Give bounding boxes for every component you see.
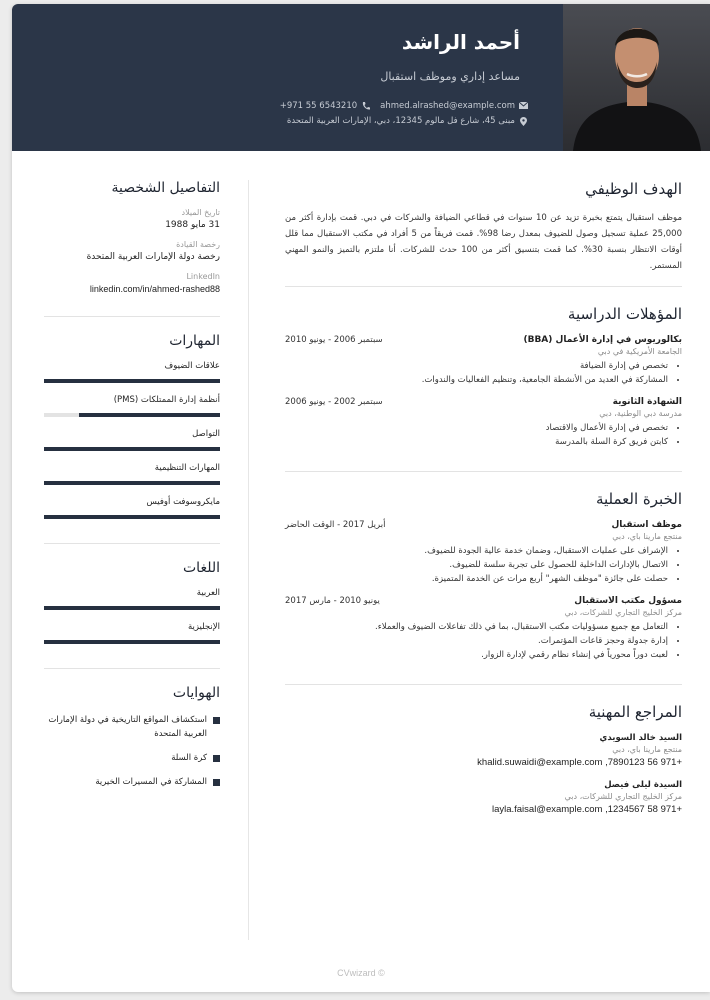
email-text: ahmed.alrashed@example.com [380, 101, 515, 111]
square-bullet-icon [213, 755, 220, 762]
contact-row [280, 101, 528, 111]
square-bullet-icon [213, 717, 220, 724]
degree-title: بكالوريوس في إدارة الأعمال (BBA) [523, 335, 682, 345]
skill-bar [44, 413, 220, 417]
main-column [285, 180, 682, 857]
license-value: رخصة دولة الإمارات العربية المتحدة [86, 252, 220, 262]
entry-bullet: • تخصص في إدارة الأعمال والاقتصاد [285, 421, 668, 435]
phone-icon [361, 102, 370, 111]
skills-section [44, 333, 220, 544]
language-bar-fill [44, 606, 220, 610]
experience-section [285, 490, 682, 685]
linkedin-label: LinkedIn [186, 272, 220, 281]
personal-section [44, 180, 220, 317]
footer-brand: CVwizard © [337, 968, 385, 978]
reference-contact[interactable]: +971 56 7890123, khalid.suwaidi@example.com [477, 757, 682, 768]
entry-bullet: • المشاركة في العديد من الأنشطة الجامعية، وتنظيم الفعاليات والندوات. [285, 373, 668, 387]
objective-section [285, 180, 682, 287]
language-bar [44, 640, 220, 644]
skill-bar [44, 447, 220, 451]
language-name: العربية [196, 588, 220, 598]
skill-item [44, 463, 220, 485]
entry-bullet: • تخصص في إدارة الضيافة [285, 359, 668, 373]
skill-item [44, 395, 220, 417]
profile-photo [563, 4, 710, 151]
school-name: الجامعة الأمريكية في دبي [597, 347, 682, 356]
license-label: رخصة القيادة [176, 240, 220, 249]
role-title: موظف استقبال [611, 520, 682, 530]
hobby-item [44, 751, 220, 765]
phone-text: +971 55 6543210 [279, 101, 358, 111]
skill-bar-fill [44, 447, 220, 451]
phone-item[interactable] [280, 101, 370, 111]
column-divider [248, 180, 249, 940]
references-section [285, 703, 682, 839]
skill-name: أنظمة إدارة الممتلكات (PMS) [113, 395, 220, 405]
reference-name: السيد خالد السويدي [599, 733, 682, 743]
hobbies-section [44, 685, 220, 811]
personal-title: التفاصيل الشخصية [111, 180, 220, 196]
hobby-text: المشاركة في المسيرات الخيرية [95, 777, 207, 787]
reference-entry [285, 780, 682, 815]
birth-value: 31 مايو 1988 [165, 220, 220, 230]
language-item [44, 622, 220, 644]
birth-label: تاريخ الميلاد [181, 208, 220, 217]
objective-title: الهدف الوظيفي [585, 180, 682, 198]
entry-bullet: • الإشراف على عمليات الاستقبال، وضمان خدمة عالية الجودة للضيوف. [285, 544, 668, 558]
envelope-icon [519, 102, 528, 111]
hobbies-title: الهوايات [172, 685, 220, 701]
hobby-text: كرة السلة [171, 753, 207, 763]
job-title: مساعد إداري وموظف استقبال [380, 70, 520, 83]
entry-dates: أبريل 2017 - الوقت الحاضر [285, 520, 386, 530]
email-item[interactable] [380, 101, 528, 111]
skill-name: التواصل [192, 429, 220, 439]
skill-item [44, 429, 220, 451]
entry-bullet: • كابتن فريق كرة السلة بالمدرسة [285, 435, 668, 449]
side-column [44, 180, 220, 827]
skill-bar-fill [44, 379, 220, 383]
square-bullet-icon [213, 779, 220, 786]
skill-name: علاقات الضيوف [164, 361, 220, 371]
skills-title: المهارات [169, 333, 220, 349]
resume-sheet [12, 4, 710, 992]
reference-org: منتجع مارينا باي، دبي [612, 745, 682, 754]
skill-bar [44, 379, 220, 383]
education-title: المؤهلات الدراسية [567, 305, 682, 323]
location-pin-icon [519, 117, 528, 126]
entry-bullet: • التعامل مع جميع مسؤوليات مكتب الاستقبال، بما في ذلك تفاعلات الضيوف والعملاء. [285, 620, 668, 634]
skill-name: المهارات التنظيمية [154, 463, 220, 473]
skill-bar-fill [44, 481, 220, 485]
entry-bullet: • حصلت على جائزة "موظف الشهر" أربع مرات عن الخدمة المتميزة. [285, 572, 668, 586]
address-row [287, 116, 528, 126]
entry-bullet: • إدارة جدولة وحجز قاعات المؤتمرات. [285, 634, 668, 648]
candidate-name: أحمد الراشد [401, 30, 520, 54]
entry-bullet: • الاتصال بالإدارات الداخلية للحصول على تجربة سلسة للضيوف. [285, 558, 668, 572]
company-name: منتجع مارينا باي، دبي [612, 532, 682, 541]
entry-dates: سبتمبر 2002 - يونيو 2006 [285, 397, 383, 407]
education-section [285, 305, 682, 472]
linkedin-link[interactable]: linkedin.com/in/ahmed-rashed88 [89, 284, 220, 294]
languages-section [44, 560, 220, 669]
reference-org: مركز الخليج التجاري للشركات، دبي [564, 792, 682, 801]
experience-entry [285, 596, 682, 662]
language-item [44, 588, 220, 610]
languages-title: اللغات [183, 560, 220, 576]
entry-dates: سبتمبر 2006 - يونيو 2010 [285, 335, 383, 345]
role-title: مسؤول مكتب الاستقبال [574, 596, 682, 606]
address-text: مبنى 45، شارع فل مالوم 12345، دبي، الإمارات العربية المتحدة [286, 116, 515, 126]
skill-name: مايكروسوفت أوفيس [146, 497, 220, 507]
language-bar-fill [44, 640, 220, 644]
skill-bar [44, 481, 220, 485]
degree-title: الشهادة الثانوية [612, 397, 682, 407]
objective-text: موظف استقبال يتمتع بخبرة تزيد عن 10 سنوات في قطاعي الضيافة والشركات في دبي. قمت بإدارة أكثر من 25,000 عملية تسجيل وصول للضيوف بمعدل رضا 98%. قمت فريقاً من 5 أفراد في مكتب الاستقبال مما قلل أوقات الانتظار بنسبة 30%. كما قمت بتنسيق أكثر من 100 حدث للشركات. أنا ملتزم بالتميز والنمو المهني المستمر. [285, 213, 682, 271]
entry-dates: يونيو 2010 - مارس 2017 [285, 596, 380, 606]
education-entry [285, 335, 682, 387]
hobby-item [44, 775, 220, 789]
skill-item [44, 361, 220, 383]
school-name: مدرسة دبي الوطنية، دبي [599, 409, 682, 418]
resume-header [12, 4, 710, 151]
language-name: الإنجليزية [187, 622, 220, 632]
skill-bar-fill [44, 515, 220, 519]
skill-bar-fill [79, 413, 220, 417]
experience-title: الخبرة العملية [595, 490, 682, 508]
skill-item [44, 497, 220, 519]
skill-bar [44, 515, 220, 519]
reference-entry [285, 733, 682, 768]
language-bar [44, 606, 220, 610]
company-name: مركز الخليج التجاري للشركات، دبي [564, 608, 682, 617]
education-entry [285, 397, 682, 449]
entry-bullet: • لعبت دوراً محورياً في إنشاء نظام رقمي لإدارة الزوار. [285, 648, 668, 662]
reference-contact[interactable]: +971 58 1234567, layla.faisal@example.com [491, 804, 682, 815]
hobby-text: استكشاف المواقع التاريخية في دولة الإمارات العربية المتحدة [48, 715, 207, 739]
references-title: المراجع المهنية [588, 703, 682, 721]
experience-entry [285, 520, 682, 586]
hobby-item [44, 713, 220, 741]
reference-name: السيدة ليلى فيصل [604, 780, 682, 790]
